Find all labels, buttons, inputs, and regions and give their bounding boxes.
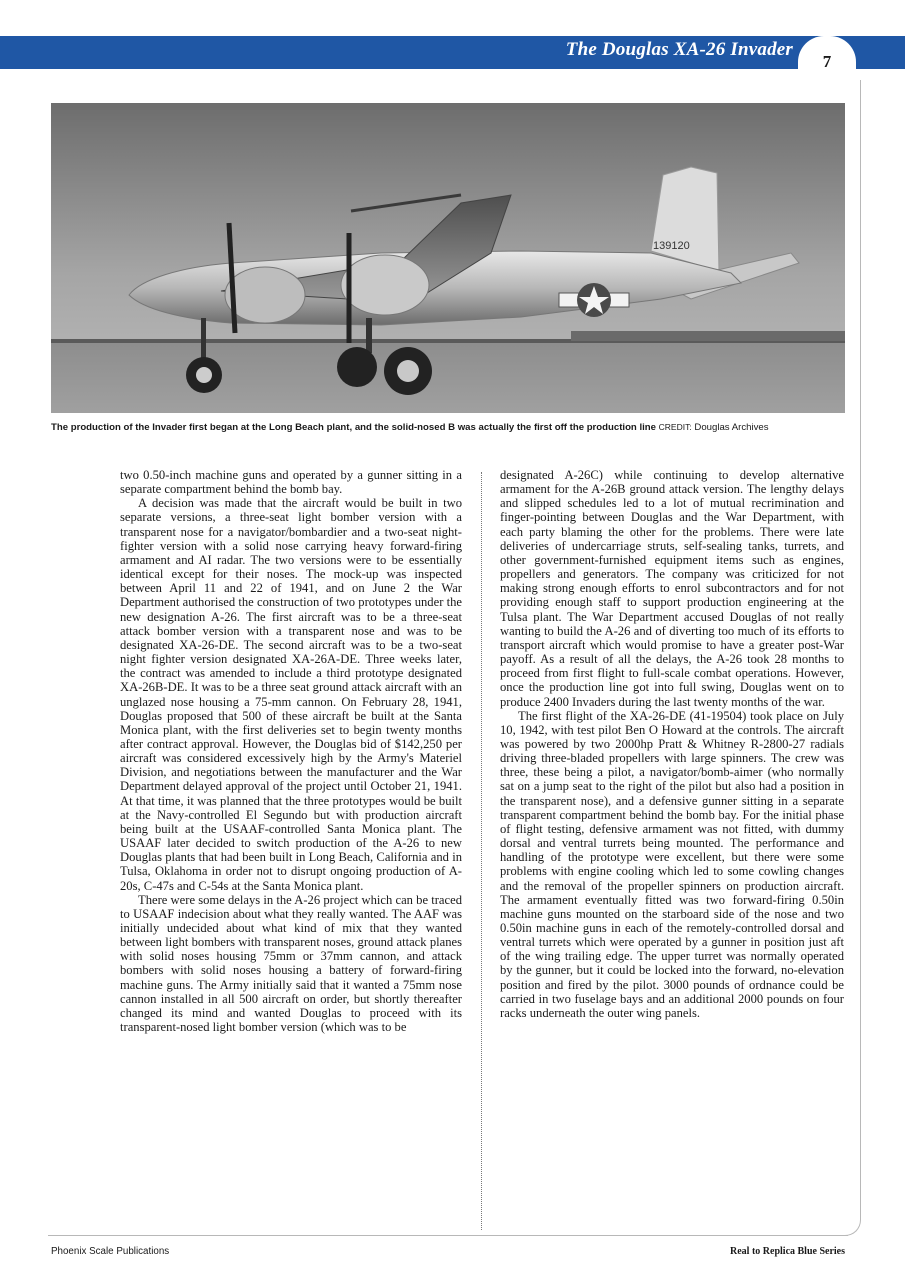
paragraph: A decision was made that the aircraft would be built in two separate versions, a three-seat light bomber version with a transparent nose for a navigator/bombardier and a two-seat night-fighter version with a solid nose carrying heavy forward-firing armament and AI radar. The two versions were to be essentially identical except for their noses. The mock-up was inspected between April 11 and 22 of 1941, and on June 2 the War Department authorised the construction of two prototypes under the new designation A-26. The first aircraft was to be a three-seat attack bomber version with a transparent nose and was to be designated XA-26-DE. The second aircraft was to be a two-seat night fighter version designated XA-26A-DE. Three weeks later, the contract was amended to include a third prototype designated XA-26B-DE. It was to be a three seat ground attack aircraft with an unglazed nose housing a 75-mm cannon. On February 28, 1941, Douglas proposed that 500 of these aircraft be built at the Santa Monica plant, with the first deliveries set to begin twenty months after contract approval. However, the Douglas bid of $142,250 per aircraft was considered excessively high by the Army's Materiel Division, and negotiations between the manufacturer and the War Department delayed approval of the project until October 21, 1941. At that time, it was planned that the three prototypes would be built at the Navy-controlled El Segundo but with production aircraft being built at the USAAF-controlled Santa Monica plant. The USAAF later decided to switch production of the A-26 to new Douglas plants that had been built in Long Beach, California and in Tulsa, Oklahoma in order not to disrupt ongoing production of A-20s, C-47s and C-54s at the Santa Monica plant. xyxy=(120,496,462,893)
caption-credit: Douglas Archives xyxy=(694,422,769,433)
body-column-left xyxy=(120,468,462,1034)
paragraph: The first flight of the XA-26-DE (41-19504) took place on July 10, 1942, with test pilot Ben O Howard at the controls. The aircraft was powered by two 2000hp Pratt & Whitney R-2800-27 radials driving three-bladed propellers with large spinners. The crew was three, these being a pilot, a navigator/bomb-aimer (who normally sat on a jump seat to the right of the pilot but also had a position in the transparent nose), and a defensive gunner sitting in a separate transparent compartment behind the bomb bay. For the initial phase of flight testing, defensive armament was not fitted, with dummy dorsal and ventral turrets being mounted. The performance and handling of the prototype were excellent, but there were some problems with engine cooling which led to some cowling changes and the removal of the propeller spinners on production aircraft. The armament eventually fitted was two forward-firing 0.50in machine guns mounted on the starboard side of the nose and two 0.50in machine guns in each of the remotely-controlled dorsal and ventral turrets which were operated by a gunner in position just aft of the wing trailing edge. The upper turret was normally operated by the gunner, but it could be locked into the forward, no-elevation position and fired by the pilot. 3000 pounds of ordnance could be carried in two fuselage bays and an additional 2000 pounds on four racks underneath the outer wing panels. xyxy=(500,708,844,1020)
page-frame-bottom xyxy=(48,1235,848,1236)
page-number: 7 xyxy=(822,52,832,71)
paragraph: designated A-26C) while continuing to develop alternative armament for the A-26B ground attack version. The lengthy delays and slipped schedules led to a lot of mutual recrimination and finger-pointing between Douglas and the War Department, with each party blaming the other for the problems. There were late deliveries of undercarriage struts, self-sealing tanks, turrets, and other government-furnished equipment items such as engines, propellers and generators. The company was criticized for not making strong enough efforts to enrol subcontractors and for not providing enough staff to support production engineering at the Tulsa plant. The War Department accused Douglas of not really wanting to build the A-26 and of diverting too much of its efforts to transport aircraft which would promise to have a greater post-War payoff. As a result of all the delays, the A-26 took 28 months to proceed from first flight to full-scale combat operations. However, once the production line got into full swing, Douglas went on to produce 2400 Invaders during the last twenty months of the war. xyxy=(500,468,844,709)
svg-text:139120: 139120 xyxy=(653,240,690,252)
caption-credit-label: CREDIT: xyxy=(658,422,692,432)
body-column-right xyxy=(500,468,844,1020)
photo-caption xyxy=(51,421,851,434)
paragraph: two 0.50-inch machine guns and operated by a gunner sitting in a separate compartment behind the bomb bay. xyxy=(120,468,462,497)
caption-text: The production of the Invader first began at the Long Beach plant, and the solid-nosed B was actually the first off the production line xyxy=(51,422,656,433)
page-frame xyxy=(845,80,861,1236)
column-divider xyxy=(481,472,482,1230)
aircraft-photo xyxy=(51,103,845,413)
running-header-title: The Douglas XA-26 Invader xyxy=(565,39,793,60)
footer-publisher: Phoenix Scale Publications xyxy=(51,1246,170,1257)
aircraft-illustration xyxy=(51,103,845,413)
paragraph: There were some delays in the A-26 project which can be traced to USAAF indecision about what they really wanted. The AAF was initially undecided about what kind of mix that they wanted between light bombers with transparent noses, ground attack planes with solid noses housing 75mm or 37mm cannon, and attack bombers with solid noses housing a battery of forward-firing machine guns. The Army initially said that it wanted a 75mm nose cannon installed in all 500 aircraft on order, but shortly thereafter changed its mind and wanted Douglas to proceed with its transparent-nosed light bomber version (which was to be xyxy=(120,892,462,1035)
footer-series: Real to Replica Blue Series xyxy=(730,1246,845,1257)
